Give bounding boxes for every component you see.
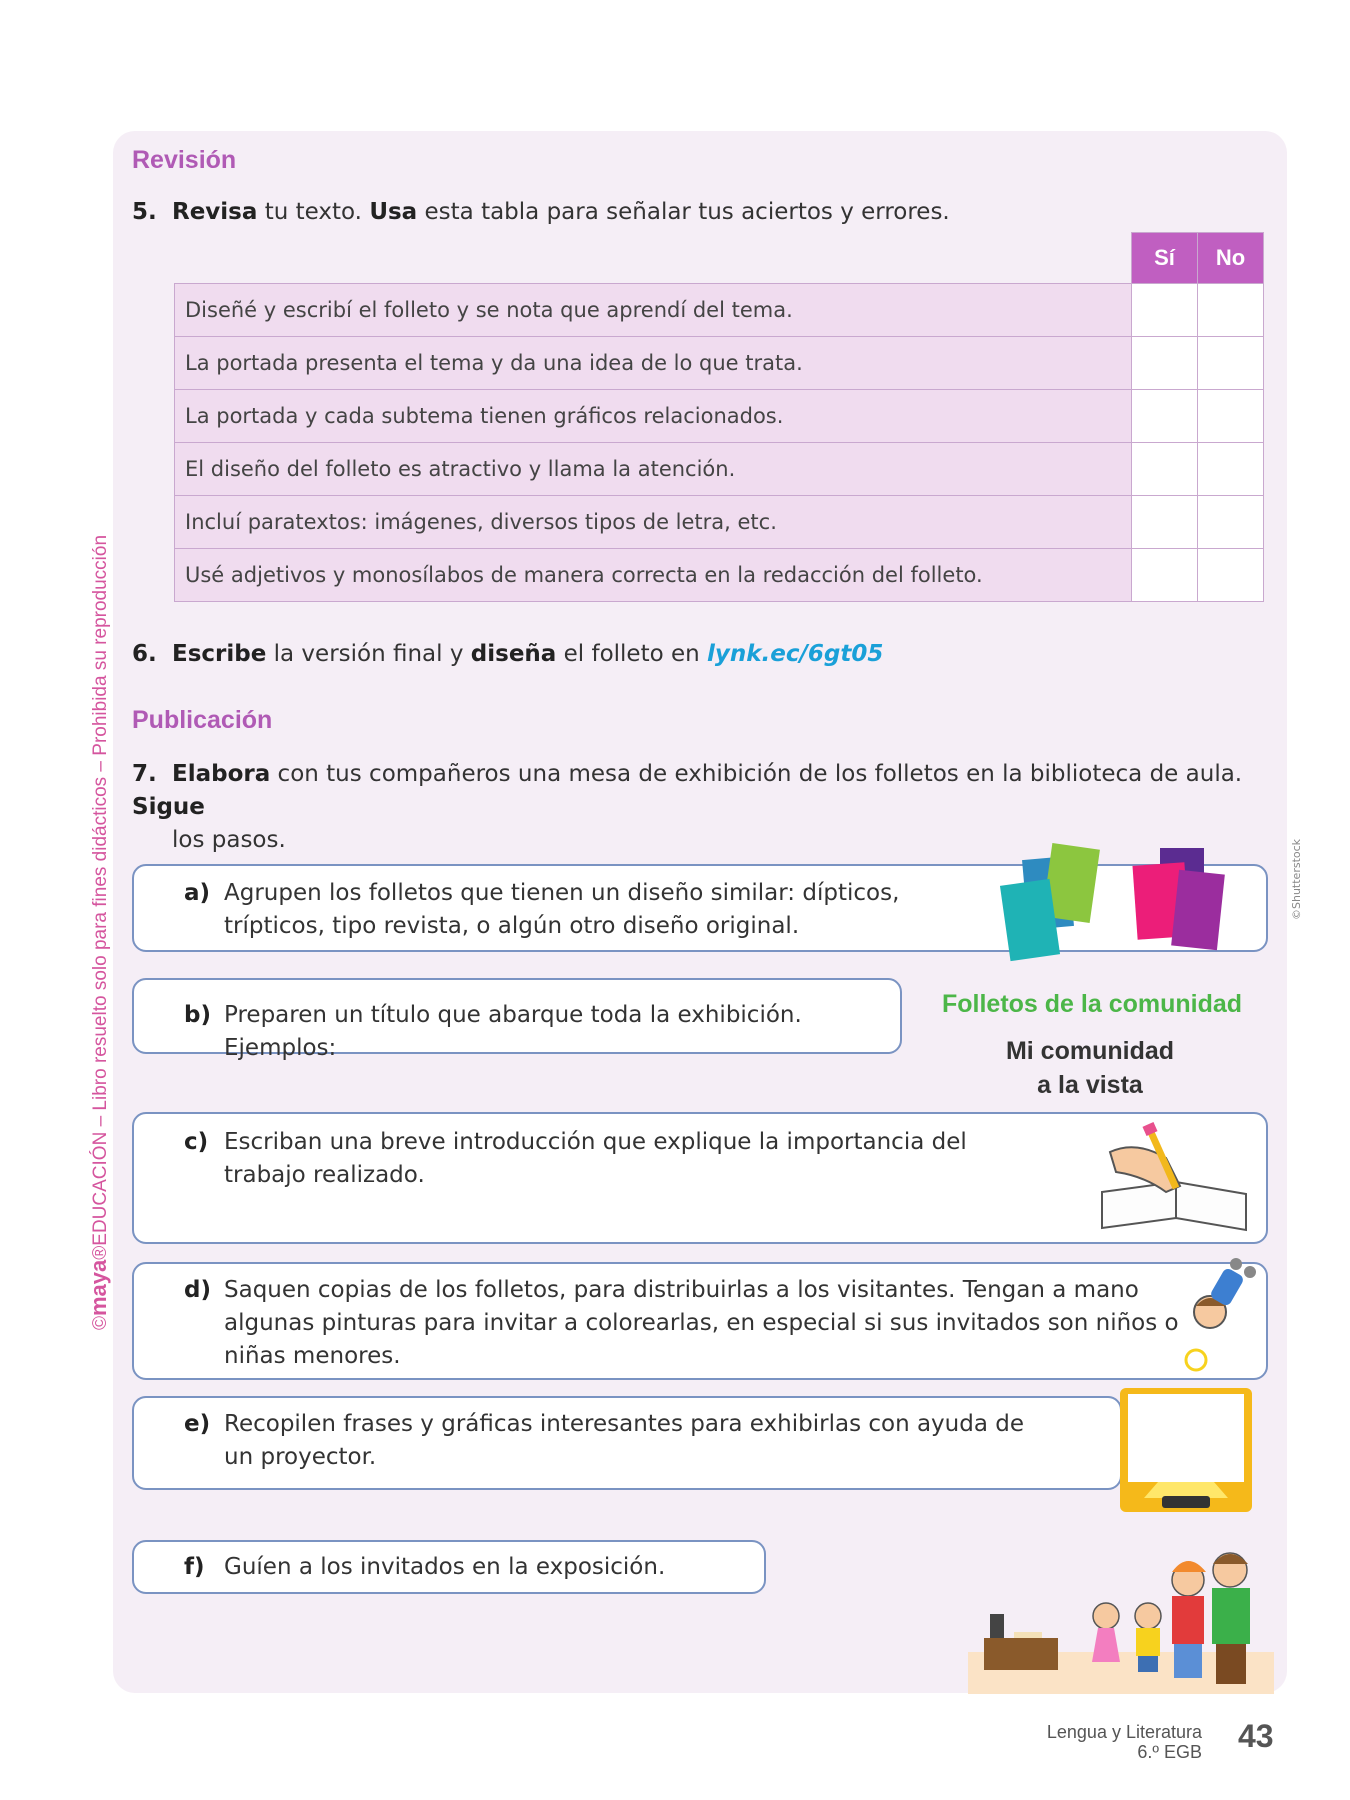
question-number: 5. — [132, 199, 157, 225]
copyright-text: EDUCACIÓN – Libro resuelto solo para fines didácticos – Prohibida su reproducción — [90, 534, 111, 1246]
girl-head — [1093, 1603, 1119, 1629]
step-b-card — [132, 978, 902, 1061]
step-f-card — [132, 1540, 766, 1594]
checkbox-no[interactable] — [1198, 284, 1264, 337]
registered-symbol: ® — [90, 1245, 111, 1260]
checkbox-si[interactable] — [1132, 284, 1198, 337]
table-row — [175, 496, 1264, 549]
question-number: 6. — [132, 641, 157, 667]
checkbox-si[interactable] — [1132, 443, 1198, 496]
question-text: la versión final y — [266, 641, 471, 667]
step-d-card — [132, 1262, 1268, 1380]
example-title-2 — [990, 1034, 1190, 1102]
criterion-cell: La portada y cada subtema tienen gráficos relacionados. — [175, 390, 1132, 443]
table — [984, 1638, 1058, 1670]
question-6 — [132, 638, 883, 671]
step-letter: f) — [184, 1554, 205, 1580]
checkbox-no[interactable] — [1198, 390, 1264, 443]
step-text: Preparen un título que abarque toda la exhibición. Ejemplos: — [224, 1002, 802, 1061]
section-title-publicacion: Publicación — [132, 706, 273, 734]
copyright-symbol: © — [90, 1316, 111, 1330]
mother-pants — [1174, 1644, 1202, 1678]
step-text: Agrupen los folletos que tienen un diseño similar: dípticos, trípticos, tipo revista, o algún otro diseño original. — [224, 880, 900, 939]
checkbox-si[interactable] — [1132, 337, 1198, 390]
mother-shirt — [1172, 1596, 1204, 1644]
question-text: esta tabla para señalar tus aciertos y errores. — [417, 199, 950, 225]
brand-logo-text: maya — [86, 1259, 111, 1316]
header-spacer — [175, 233, 1132, 284]
question-5 — [132, 196, 950, 229]
photo-credit: ©Shutterstock — [1290, 838, 1303, 920]
question-text: el folleto en — [556, 641, 708, 667]
table-header-row — [175, 233, 1264, 284]
question-text: los pasos. — [172, 827, 286, 853]
example-line: Mi comunidad — [1005, 1037, 1175, 1065]
table-row — [175, 337, 1264, 390]
family-illustration — [968, 1536, 1274, 1694]
step-text: Recopilen frases y gráficas interesantes para exhibirlas con ayuda de un proyector. — [224, 1411, 1025, 1470]
step-letter: c) — [184, 1129, 209, 1155]
step-e-card — [132, 1396, 1122, 1490]
boy-head — [1135, 1603, 1161, 1629]
example-title-1: Folletos de la comunidad — [942, 990, 1243, 1018]
verb: Elabora — [172, 761, 271, 787]
question-number: 7. — [132, 761, 157, 787]
father-shirt — [1212, 1588, 1250, 1644]
page-number: 43 — [1238, 1718, 1274, 1754]
resource-link[interactable]: lynk.ec/6gt05 — [707, 641, 884, 667]
brochure-purple — [1171, 870, 1225, 950]
criterion-cell: Diseñé y escribí el folleto y se nota que aprendí del tema. — [175, 284, 1132, 337]
criterion-cell: La portada presenta el tema y da una idea de lo que trata. — [175, 337, 1132, 390]
mother-hair — [1172, 1561, 1206, 1572]
checkbox-no[interactable] — [1198, 443, 1264, 496]
projector — [1162, 1496, 1210, 1508]
criterion-cell: Usé adjetivos y monosílabos de manera correcta en la redacción del folleto. — [175, 549, 1132, 602]
grade-level: 6.º EGB — [1137, 1742, 1202, 1762]
checkbox-si[interactable] — [1132, 549, 1198, 602]
verb: Usa — [369, 199, 418, 225]
father-pants — [1216, 1644, 1246, 1684]
girl-dress — [1092, 1628, 1120, 1662]
footer-subject — [1047, 1722, 1202, 1762]
table-object — [990, 1614, 1004, 1638]
checkbox-si[interactable] — [1132, 496, 1198, 549]
screen — [1128, 1394, 1244, 1482]
projector-screen-illustration — [1118, 1388, 1254, 1512]
table-row — [175, 443, 1264, 496]
step-letter: a) — [184, 880, 211, 906]
checkbox-no[interactable] — [1198, 549, 1264, 602]
example-line: a la vista — [1037, 1071, 1143, 1099]
step-text: Escriban una breve introducción que explique la importancia del trabajo realizado. — [224, 1129, 967, 1188]
step-letter: e) — [184, 1411, 211, 1437]
checkbox-no[interactable] — [1198, 496, 1264, 549]
child-drawing-illustration — [1180, 1250, 1260, 1380]
section-title-revision: Revisión — [132, 146, 237, 174]
criterion-cell: El diseño del folleto es atractivo y llama la atención. — [175, 443, 1132, 496]
subject-name: Lengua y Literatura — [1046, 1722, 1202, 1742]
step-text: Guíen a los invitados en la exposición. — [224, 1554, 666, 1580]
projector-light — [1144, 1482, 1228, 1498]
brochure-teal — [1000, 879, 1060, 961]
brochures-illustration — [995, 838, 1265, 968]
question-text: con tus compañeros una mesa de exhibición de los folletos en la biblioteca de aula. — [270, 761, 1243, 787]
checkbox-si[interactable] — [1132, 390, 1198, 443]
writing-hand-illustration — [1096, 1122, 1256, 1237]
table-row — [175, 549, 1264, 602]
criterion-cell: Incluí paratextos: imágenes, diversos tipos de letra, etc. — [175, 496, 1132, 549]
verb: diseña — [470, 641, 557, 667]
child-shoe — [1230, 1258, 1242, 1270]
step-text: Saquen copias de los folletos, para distribuirlas a los visitantes. Tengan a mano algunas pinturas para invitar a colorearlas, en especial si sus invitados son niños o niñas menores. — [224, 1277, 1179, 1369]
copyright-sidebar — [86, 535, 112, 1330]
question-text: tu texto. — [257, 199, 370, 225]
header-si: Sí — [1132, 233, 1198, 284]
step-letter: d) — [184, 1277, 211, 1303]
child-shoe — [1244, 1266, 1256, 1278]
self-check-table — [174, 232, 1264, 602]
table-row — [175, 284, 1264, 337]
verb: Sigue — [132, 794, 205, 820]
verb: Escribe — [172, 641, 267, 667]
drawn-sun — [1186, 1350, 1206, 1370]
boy-pants — [1138, 1656, 1158, 1672]
step-letter: b) — [184, 1002, 211, 1028]
verb: Revisa — [172, 199, 258, 225]
boy-shirt — [1136, 1628, 1160, 1656]
book-on-table — [1014, 1632, 1042, 1638]
header-no: No — [1198, 233, 1264, 284]
table-row — [175, 390, 1264, 443]
checkbox-no[interactable] — [1198, 337, 1264, 390]
